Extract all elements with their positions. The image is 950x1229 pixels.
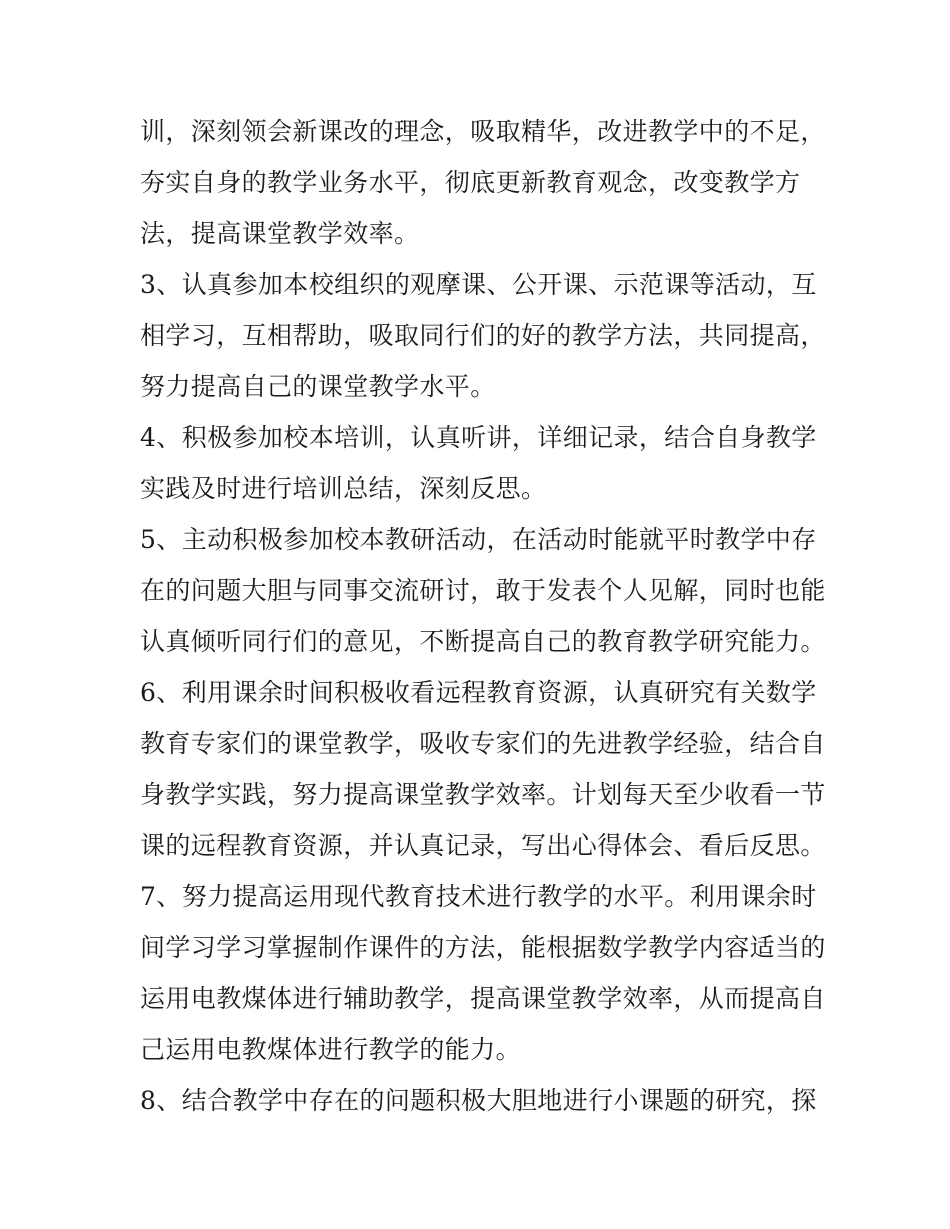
text-line: 努力提高自己的课堂教学水平。 [140,372,496,401]
text-line: 己运用电教煤体进行教学的能力。 [140,1035,522,1064]
text-line: 8、结合教学中存在的问题积极大胆地进行小课题的研究，探 [140,1086,817,1115]
text-line: 间学习学习掌握制作课件的方法，能根据数学教学内容适当的 [140,933,826,962]
text-line: 5、主动积极参加校本教研活动，在活动时能就平时教学中存 [140,525,817,554]
text-line: 课的远程教育资源，并认真记录，写出心得体会、看后反思。 [140,831,826,860]
text-line: 4、积极参加校本培训，认真听讲，详细记录，结合自身教学 [140,423,817,452]
text-line: 3、认真参加本校组织的观摩课、公开课、示范课等活动，互 [140,270,817,299]
text-line: 6、利用课余时间积极收看远程教育资源，认真研究有关数学 [140,678,817,707]
text-line: 7、努力提高运用现代教育技术进行教学的水平。利用课余时 [140,882,817,911]
text-line: 在的问题大胆与同事交流研讨，敢于发表个人见解，同时也能 [140,576,826,605]
text-line: 法，提高课堂教学效率。 [140,219,420,248]
document-body [140,106,826,1126]
text-line: 认真倾听同行们的意见，不断提高自己的教育教学研究能力。 [140,627,826,656]
text-line: 教育专家们的课堂教学，吸收专家们的先进教学经验，结合自 [140,729,826,758]
text-line: 相学习，互相帮助，吸取同行们的好的教学方法，共同提高， [140,321,826,350]
text-line: 运用电教煤体进行辅助教学，提高课堂教学效率，从而提高自 [140,984,826,1013]
text-line: 夯实自身的教学业务水平，彻底更新教育观念，改变教学方 [140,168,801,197]
text-line: 训，深刻领会新课改的理念，吸取精华，改进教学中的不足， [140,117,826,146]
text-line: 实践及时进行培训总结，深刻反思。 [140,474,547,503]
text-line: 身教学实践，努力提高课堂教学效率。计划每天至少收看一节 [140,780,826,809]
